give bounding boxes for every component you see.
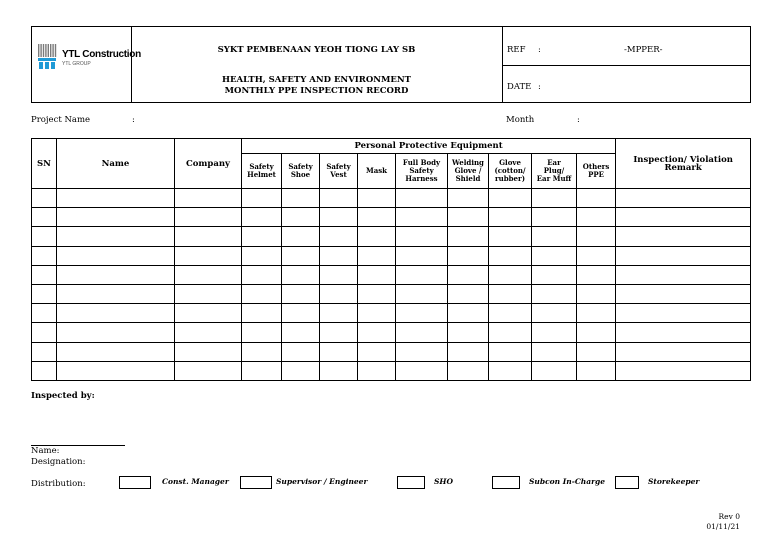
table-cell[interactable] xyxy=(532,189,577,208)
table-cell[interactable] xyxy=(242,304,282,323)
table-cell[interactable] xyxy=(577,265,616,284)
col-ppe-item-line: Safety xyxy=(326,162,351,171)
table-cell[interactable] xyxy=(616,189,751,208)
distribution-const-manager: Const. Manager xyxy=(162,477,229,486)
table-cell[interactable] xyxy=(396,246,448,265)
col-ppe-item-line: Others xyxy=(582,162,610,171)
distribution-subcon-in-charge: Subcon In-Charge xyxy=(529,477,606,486)
table-cell[interactable] xyxy=(320,265,358,284)
logo-name: YTL Construction xyxy=(62,49,141,60)
table-row xyxy=(32,265,751,284)
table-cell[interactable] xyxy=(577,342,616,361)
month-colon: : xyxy=(577,115,580,125)
title-line-2: MONTHLY PPE INSPECTION RECORD xyxy=(224,86,409,96)
ppe-inspection-table xyxy=(31,138,751,381)
table-cell[interactable] xyxy=(616,227,751,246)
date-label: DATE xyxy=(507,82,532,92)
table-cell[interactable] xyxy=(57,189,175,208)
table-cell[interactable] xyxy=(282,284,320,303)
table-cell[interactable] xyxy=(57,265,175,284)
table-cell[interactable] xyxy=(358,246,396,265)
table-cell[interactable] xyxy=(282,323,320,342)
table-cell[interactable] xyxy=(448,208,489,227)
table-cell[interactable] xyxy=(57,304,175,323)
table-cell[interactable] xyxy=(396,284,448,303)
ref-colon: : xyxy=(538,45,541,55)
table-cell[interactable] xyxy=(489,227,532,246)
col-company: Company xyxy=(175,139,242,189)
table-cell[interactable] xyxy=(320,208,358,227)
table-cell[interactable] xyxy=(489,284,532,303)
distribution-sho: SHO xyxy=(434,477,454,486)
table-cell[interactable] xyxy=(320,323,358,342)
table-cell[interactable] xyxy=(32,361,57,380)
table-cell[interactable] xyxy=(32,342,57,361)
table-cell[interactable] xyxy=(242,265,282,284)
distribution-label: Distribution: xyxy=(31,479,86,489)
table-cell[interactable] xyxy=(320,227,358,246)
table-cell[interactable] xyxy=(57,323,175,342)
col-ppe-item-line: Vest xyxy=(330,170,347,179)
table-cell[interactable] xyxy=(57,361,175,380)
table-cell[interactable] xyxy=(358,265,396,284)
table-cell[interactable] xyxy=(448,265,489,284)
table-row xyxy=(32,189,751,208)
table-cell[interactable] xyxy=(489,265,532,284)
col-ppe-item-line: Glove / xyxy=(454,166,482,175)
table-cell[interactable] xyxy=(32,323,57,342)
table-cell[interactable] xyxy=(616,323,751,342)
col-ppe-item xyxy=(489,154,532,189)
table-cell[interactable] xyxy=(532,265,577,284)
table-cell[interactable] xyxy=(532,246,577,265)
table-cell[interactable] xyxy=(320,284,358,303)
col-ppe-item-line: Mask xyxy=(365,166,388,175)
table-row xyxy=(32,342,751,361)
col-ppe-item-line: Welding xyxy=(452,158,484,167)
table-cell[interactable] xyxy=(358,361,396,380)
table-cell[interactable] xyxy=(320,246,358,265)
table-cell[interactable] xyxy=(282,227,320,246)
table-cell[interactable] xyxy=(175,323,242,342)
col-ppe-item xyxy=(282,154,320,189)
table-cell[interactable] xyxy=(175,246,242,265)
col-ppe-item-line: Full Body xyxy=(402,158,441,167)
table-cell[interactable] xyxy=(32,208,57,227)
table-cell[interactable] xyxy=(358,342,396,361)
company-name: SYKT PEMBENAAN YEOH TIONG LAY SB xyxy=(217,45,416,55)
col-ppe-item xyxy=(396,154,448,189)
table-cell[interactable] xyxy=(448,323,489,342)
table-cell[interactable] xyxy=(358,284,396,303)
table-cell[interactable] xyxy=(532,323,577,342)
table-cell[interactable] xyxy=(57,246,175,265)
col-ppe-item xyxy=(242,154,282,189)
designation-label: Designation: xyxy=(31,457,86,467)
table-cell[interactable] xyxy=(616,304,751,323)
table-cell[interactable] xyxy=(57,284,175,303)
distribution-supervisor-engineer: Supervisor / Engineer xyxy=(276,477,368,486)
col-ppe-item-line: Glove xyxy=(499,158,521,167)
table-cell[interactable] xyxy=(358,208,396,227)
table-cell[interactable] xyxy=(577,284,616,303)
table-cell[interactable] xyxy=(577,246,616,265)
table-row xyxy=(32,284,751,303)
name-label: Name: xyxy=(31,446,60,456)
col-ppe-item-line: Safety xyxy=(288,162,313,171)
table-cell[interactable] xyxy=(532,342,577,361)
table-cell[interactable] xyxy=(175,208,242,227)
inspected-by-label: Inspected by: xyxy=(31,391,95,401)
table-cell[interactable] xyxy=(242,342,282,361)
table-cell[interactable] xyxy=(489,323,532,342)
month-label: Month xyxy=(506,115,535,125)
table-cell[interactable] xyxy=(616,361,751,380)
table-cell[interactable] xyxy=(532,304,577,323)
col-ppe-item xyxy=(358,154,396,189)
table-cell[interactable] xyxy=(448,342,489,361)
table-cell[interactable] xyxy=(175,189,242,208)
table-cell[interactable] xyxy=(242,246,282,265)
table-cell[interactable] xyxy=(175,342,242,361)
table-cell[interactable] xyxy=(175,227,242,246)
header-divider xyxy=(502,65,750,66)
table-cell[interactable] xyxy=(489,189,532,208)
table-cell[interactable] xyxy=(448,284,489,303)
table-cell[interactable] xyxy=(32,246,57,265)
table-cell[interactable] xyxy=(616,284,751,303)
revision-date: 01/11/21 xyxy=(706,522,740,531)
table-cell[interactable] xyxy=(616,265,751,284)
table-cell[interactable] xyxy=(242,189,282,208)
table-cell[interactable] xyxy=(616,208,751,227)
table-cell[interactable] xyxy=(282,246,320,265)
table-cell[interactable] xyxy=(396,304,448,323)
table-cell[interactable] xyxy=(358,304,396,323)
logo-sub: YTL GROUP xyxy=(62,61,91,67)
table-cell[interactable] xyxy=(396,189,448,208)
col-ppe-item-line: Shield xyxy=(455,174,481,183)
revision-number: Rev 0 xyxy=(718,512,740,521)
table-cell[interactable] xyxy=(396,227,448,246)
table-cell[interactable] xyxy=(396,361,448,380)
col-ppe-group: Personal Protective Equipment xyxy=(242,139,616,154)
table-cell[interactable] xyxy=(577,323,616,342)
table-cell[interactable] xyxy=(32,227,57,246)
table-cell[interactable] xyxy=(577,304,616,323)
col-ppe-item-line: rubber) xyxy=(494,174,526,183)
table-cell[interactable] xyxy=(577,227,616,246)
table-cell[interactable] xyxy=(489,342,532,361)
table-cell[interactable] xyxy=(282,361,320,380)
project-name-label: Project Name xyxy=(31,115,91,125)
table-row xyxy=(32,227,751,246)
distribution-storekeeper: Storekeeper xyxy=(648,477,700,486)
table-cell[interactable] xyxy=(57,208,175,227)
table-row xyxy=(32,361,751,380)
checkbox-supervisor-engineer[interactable] xyxy=(240,476,272,489)
table-cell[interactable] xyxy=(396,265,448,284)
table-cell[interactable] xyxy=(282,189,320,208)
col-remark: Inspection/ Violation Remark xyxy=(616,139,751,189)
table-cell[interactable] xyxy=(242,284,282,303)
col-sn: SN xyxy=(32,139,57,189)
table-cell[interactable] xyxy=(577,189,616,208)
ytl-logo-icon xyxy=(38,44,60,70)
table-cell[interactable] xyxy=(489,361,532,380)
checkbox-sho[interactable] xyxy=(397,476,425,489)
col-ppe-item-line: Ear xyxy=(547,158,561,167)
table-cell[interactable] xyxy=(320,361,358,380)
table-cell[interactable] xyxy=(358,189,396,208)
col-name: Name xyxy=(57,139,175,189)
table-row xyxy=(32,323,751,342)
col-ppe-item-line: Plug/ xyxy=(543,166,565,175)
ref-value[interactable]: -MPPER- xyxy=(624,45,663,55)
col-ppe-item-line: PPE xyxy=(588,170,604,179)
table-cell[interactable] xyxy=(175,265,242,284)
checkbox-subcon-in-charge[interactable] xyxy=(492,476,520,489)
table-cell[interactable] xyxy=(320,189,358,208)
table-cell[interactable] xyxy=(448,304,489,323)
table-cell[interactable] xyxy=(175,361,242,380)
table-cell[interactable] xyxy=(242,323,282,342)
table-cell[interactable] xyxy=(32,189,57,208)
table-cell[interactable] xyxy=(282,208,320,227)
table-cell[interactable] xyxy=(532,208,577,227)
table-cell[interactable] xyxy=(282,342,320,361)
table-cell[interactable] xyxy=(616,342,751,361)
col-ppe-item-line: Shoe xyxy=(290,170,311,179)
table-cell[interactable] xyxy=(532,284,577,303)
form-header xyxy=(31,26,751,103)
col-ppe-item-line: Safety xyxy=(249,162,274,171)
table-cell[interactable] xyxy=(242,361,282,380)
table-cell[interactable] xyxy=(57,342,175,361)
col-ppe-item-line: Safety xyxy=(409,166,434,175)
table-cell[interactable] xyxy=(489,304,532,323)
table-cell[interactable] xyxy=(282,304,320,323)
col-ppe-item xyxy=(577,154,616,189)
table-cell[interactable] xyxy=(448,361,489,380)
table-cell[interactable] xyxy=(577,361,616,380)
checkbox-storekeeper[interactable] xyxy=(615,476,639,489)
table-cell[interactable] xyxy=(320,342,358,361)
table-row xyxy=(32,304,751,323)
table-cell[interactable] xyxy=(57,227,175,246)
table-cell[interactable] xyxy=(282,265,320,284)
table-cell[interactable] xyxy=(532,361,577,380)
table-cell[interactable] xyxy=(32,265,57,284)
table-cell[interactable] xyxy=(175,304,242,323)
title-line-1: HEALTH, SAFETY AND ENVIRONMENT xyxy=(222,75,411,85)
table-cell[interactable] xyxy=(32,284,57,303)
col-ppe-item-line: Harness xyxy=(405,174,438,183)
ref-label: REF xyxy=(507,45,526,55)
table-cell[interactable] xyxy=(577,208,616,227)
table-cell[interactable] xyxy=(448,189,489,208)
table-cell[interactable] xyxy=(32,304,57,323)
table-cell[interactable] xyxy=(489,246,532,265)
table-cell[interactable] xyxy=(396,323,448,342)
col-ppe-item-line: Helmet xyxy=(247,170,276,179)
col-ppe-item xyxy=(320,154,358,189)
project-name-colon: : xyxy=(132,115,135,125)
table-cell[interactable] xyxy=(242,208,282,227)
table-cell[interactable] xyxy=(358,323,396,342)
table-cell[interactable] xyxy=(532,227,577,246)
col-ppe-item xyxy=(532,154,577,189)
table-cell[interactable] xyxy=(358,227,396,246)
table-cell[interactable] xyxy=(242,227,282,246)
table-cell[interactable] xyxy=(616,246,751,265)
col-ppe-item-line: Ear Muff xyxy=(536,174,572,183)
table-cell[interactable] xyxy=(396,342,448,361)
table-cell[interactable] xyxy=(320,304,358,323)
table-row xyxy=(32,208,751,227)
table-row xyxy=(32,246,751,265)
col-ppe-item-line: (cotton/ xyxy=(494,166,526,175)
table-cell[interactable] xyxy=(448,227,489,246)
table-cell[interactable] xyxy=(175,284,242,303)
table-cell[interactable] xyxy=(489,208,532,227)
table-cell[interactable] xyxy=(448,246,489,265)
col-ppe-item xyxy=(448,154,489,189)
date-colon: : xyxy=(538,82,541,92)
table-cell[interactable] xyxy=(396,208,448,227)
checkbox-const-manager[interactable] xyxy=(119,476,151,489)
